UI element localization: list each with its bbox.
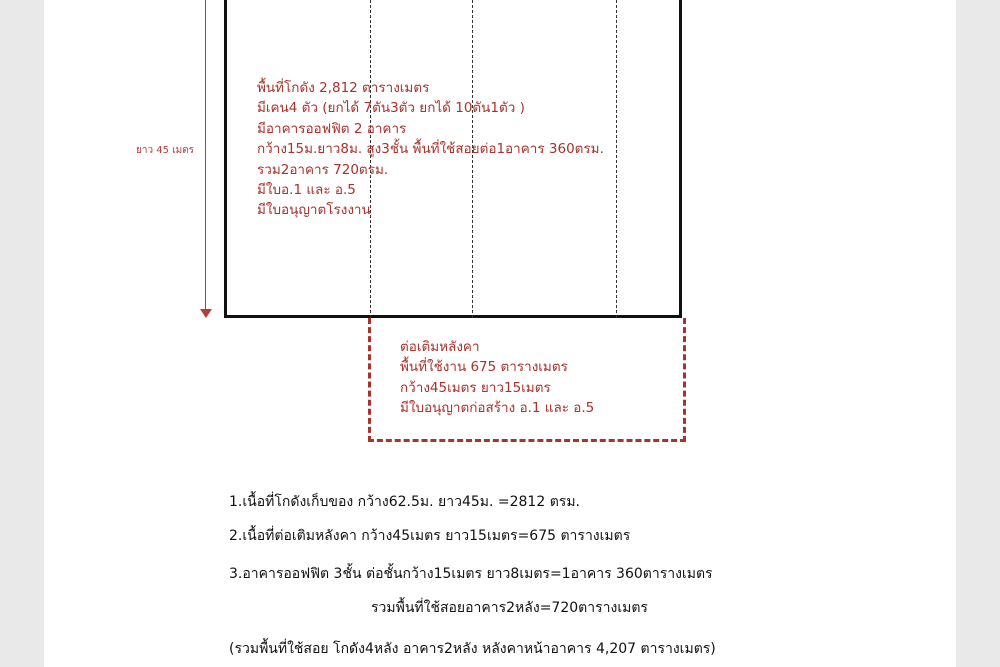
- summary-item-2: 2.เนื้อที่ต่อเติมหลังคา กว้าง45เมตร ยาว15เมตร=675 ตารางเมตร: [229, 528, 631, 544]
- length-label: ยาว 45 เมตร: [136, 145, 195, 156]
- roof-extension-note-line: กว้าง45เมตร ยาว15เมตร: [400, 379, 551, 396]
- roof-extension-note-line: ต่อเติมหลังคา: [400, 339, 480, 355]
- warehouse-note-line: มีใบอนุญาตโรงงาน: [257, 202, 371, 219]
- roof-extension-note-line: มีใบอนุญาตก่อสร้าง อ.1 และ อ.5: [400, 400, 595, 417]
- divider-line-3: [616, 0, 617, 318]
- roof-extension-note-line: พื้นที่ใช้งาน 675 ตารางเมตร: [400, 359, 568, 376]
- warehouse-note-line: พื้นที่โกดัง 2,812 ตารางเมตร: [257, 80, 430, 96]
- length-dimension-line: [205, 0, 206, 312]
- roof-extension-notes: [400, 337, 594, 419]
- summary-item-3-total: รวมพื้นที่ใช้สอยอาคาร2หลัง=720ตารางเมตร: [371, 600, 648, 616]
- warehouse-notes: [257, 78, 604, 221]
- warehouse-note-line: มีใบอ.1 และ อ.5: [257, 182, 356, 199]
- arrow-down-icon: [200, 309, 212, 318]
- warehouse-note-line: มีเคน4 ตัว (ยกได้ 7ตัน3ตัว ยกได้ 10ตัน1ตัว ): [257, 100, 525, 117]
- summary-item-3: 3.อาคารออฟฟิต 3ชั้น ต่อชั้นกว้าง15เมตร ยาว8เมตร=1อาคาร 360ตารางเมตร: [229, 566, 713, 582]
- summary-grand-total: (รวมพื้นที่ใช้สอย โกดัง4หลัง อาคาร2หลัง หลังคาหน้าอาคาร 4,207 ตารางเมตร): [229, 641, 716, 657]
- summary-item-1: 1.เนื้อที่โกดังเก็บของ กว้าง62.5ม. ยาว45ม. =2812 ตรม.: [229, 494, 580, 510]
- warehouse-note-line: มีอาคารออฟฟิต 2 อาคาร: [257, 120, 407, 137]
- warehouse-note-line: กว้าง15ม.ยาว8ม. สูง3ชั้น พื้นที่ใช้สอยต่อ1อาคาร 360ตรม.: [257, 141, 604, 158]
- warehouse-note-line: รวม2อาคาร 720ตรม.: [257, 161, 389, 178]
